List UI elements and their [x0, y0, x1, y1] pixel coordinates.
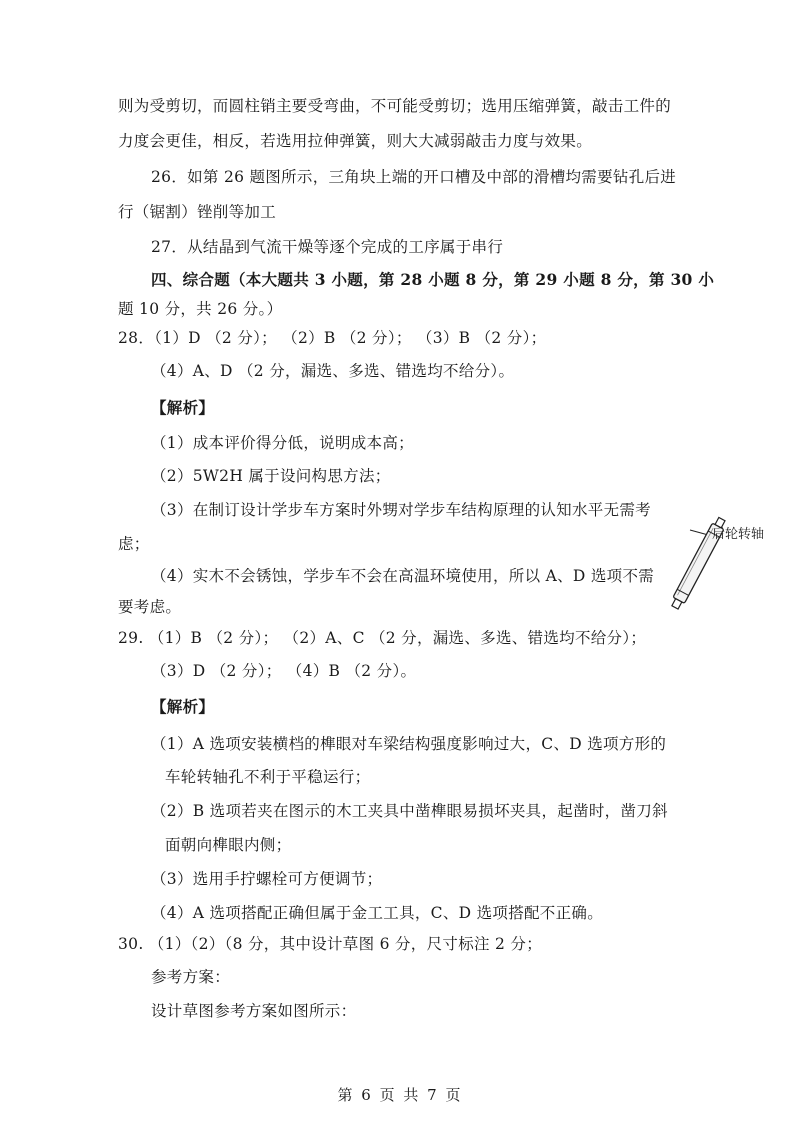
analysis-28-1: （1）成本评价得分低，说明成本高； [151, 434, 414, 452]
analysis-heading-29: 【解析】 [151, 697, 215, 716]
rear-axle-label: 后轮转轴 [712, 527, 765, 542]
page-footer: 第 6 页 共 7 页 [337, 1086, 463, 1104]
text-line-1: 则为受剪切，而圆柱销主要受弯曲，不可能受剪切；选用压缩弹簧，敲击工件的 [118, 97, 672, 115]
analysis-29-3: （3）选用手拧螺栓可方便调节； [151, 870, 383, 888]
sketch-plan-caption: 设计草图参考方案如图所示： [151, 1002, 357, 1020]
section-heading-cont: 题 10 分，共 26 分。） [118, 300, 283, 318]
analysis-28-2: （2）5W2H 属于设问构思方法； [151, 467, 391, 485]
analysis-28-3: （3）在制订设计学步车方案时外甥对学步车结构原理的认知水平无需考 [151, 501, 651, 519]
analysis-28-3-cont: 虑； [118, 535, 150, 553]
reference-plan-label: 参考方案： [151, 968, 231, 986]
answer-28-4: （4）A、D （2 分，漏选、多选、错选均不给分）。 [151, 362, 515, 380]
analysis-29-4: （4）A 选项搭配正确但属于金工工具，C、D 选项搭配不正确。 [151, 904, 603, 922]
answer-30: 30. （1）（2）（8 分，其中设计草图 6 分，尺寸标注 2 分； [118, 935, 543, 953]
analysis-29-1-cont: 车轮转轴孔不利于平稳运行； [165, 768, 371, 786]
text-line-2: 力度会更佳，相反，若选用拉伸弹簧，则大大减弱敲击力度与效果。 [118, 132, 593, 150]
analysis-29-2: （2）B 选项若夹在图示的木工夹具中凿榫眼易损坏夹具，起凿时，凿刀斜 [151, 802, 668, 820]
analysis-28-4-cont: 要考虑。 [118, 598, 182, 616]
text-line-5: 27．从结晶到气流干燥等逐个完成的工序属于串行 [151, 238, 504, 256]
answer-29-3-4: （3）D （2 分）； （4）B （2 分）。 [151, 662, 417, 680]
analysis-29-2-cont: 面朝向榫眼内侧； [165, 836, 292, 854]
analysis-28-4: （4）实木不会锈蚀，学步车不会在高温环境使用，所以 A、D 选项不需 [151, 567, 655, 585]
answer-28: 28．（1）D （2 分）； （2）B （2 分）； （3）B （2 分）； [118, 329, 547, 347]
answer-29: 29. （1）B （2 分）； （2）A、C （2 分，漏选、多选、错选均不给分）； [118, 629, 647, 647]
analysis-29-1: （1）A 选项安装横档的榫眼对车梁结构强度影响过大，C、D 选项方形的 [151, 735, 667, 753]
text-line-3: 26．如第 26 题图所示，三角块上端的开口槽及中部的滑槽均需要钻孔后进 [151, 168, 677, 186]
analysis-heading-28: 【解析】 [151, 398, 215, 417]
text-line-4: 行（锯割）锉削等加工 [118, 203, 277, 221]
rear-axle-illustration [668, 508, 778, 612]
section-heading: 四、综合题（本大题共 3 小题，第 28 小题 8 分，第 29 小题 8 分，第 30 小 [151, 270, 715, 289]
